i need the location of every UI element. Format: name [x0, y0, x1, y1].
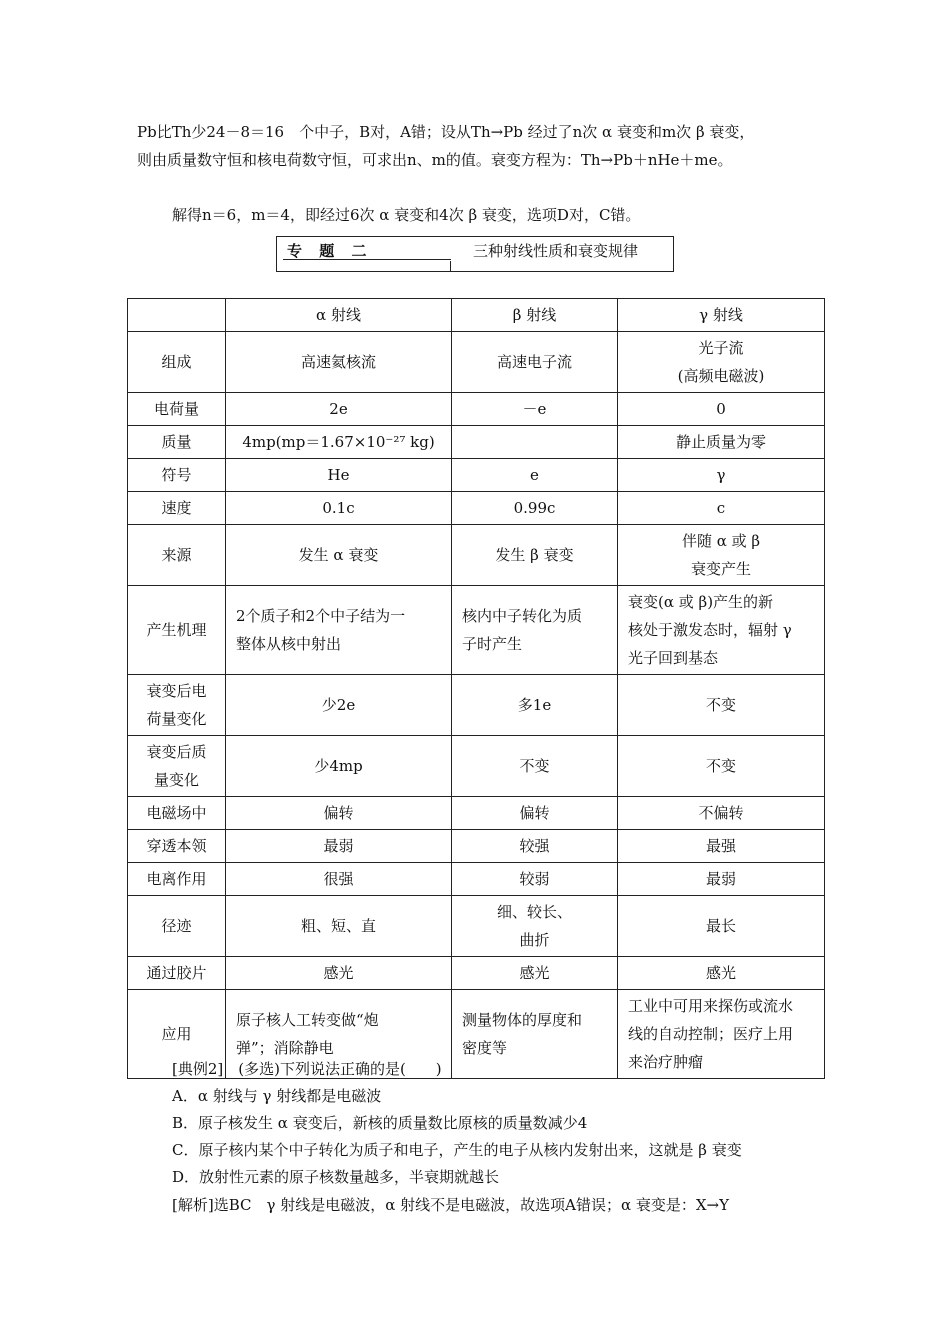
- alpha-cell: 2个质子和2个中子结为一 整体从核中射出: [226, 586, 452, 675]
- row-label: 产生机理: [128, 586, 226, 675]
- row-label: 电离作用: [128, 863, 226, 896]
- table-row: [128, 525, 825, 586]
- beta-cell: 测量物体的厚度和 密度等: [452, 990, 618, 1079]
- gamma-cell: 最弱: [618, 863, 825, 896]
- gamma-cell: 伴随 α 或 β 衰变产生: [618, 525, 825, 586]
- table-header-row: [128, 299, 825, 332]
- alpha-cell: 发生 α 衰变: [226, 525, 452, 586]
- gamma-cell: γ: [618, 459, 825, 492]
- row-label: 应用: [128, 990, 226, 1079]
- alpha-cell: 很强: [226, 863, 452, 896]
- intro-line-1: Pb比Th少24－8＝16 个中子，B对，A错；设从Th→Pb 经过了n次 α 衰变和m次 β 衰变，: [137, 123, 755, 141]
- topic-title: 三种射线性质和衰变规律: [473, 242, 639, 260]
- alpha-cell: 粗、短、直: [226, 896, 452, 957]
- row-label: 通过胶片: [128, 957, 226, 990]
- header-cell: γ 射线: [618, 299, 825, 332]
- beta-cell: 细、较长、 曲折: [452, 896, 618, 957]
- gamma-cell: 不变: [618, 736, 825, 797]
- beta-cell: 核内中子转化为质 子时产生: [452, 586, 618, 675]
- example-question: [典例2] (多选)下列说法正确的是( ): [172, 1060, 442, 1078]
- gamma-cell: 光子流 (高频电磁波): [618, 332, 825, 393]
- gamma-cell: 最强: [618, 830, 825, 863]
- gamma-cell: c: [618, 492, 825, 525]
- beta-cell: 高速电子流: [452, 332, 618, 393]
- row-label: 衰变后质 量变化: [128, 736, 226, 797]
- intro-line-2: 则由质量数守恒和核电荷数守恒，可求出n、m的值。衰变方程为：Th→Pb＋nHe＋me。: [137, 151, 733, 169]
- intro-line-3: 解得n＝6，m＝4，即经过6次 α 衰变和4次 β 衰变，选项D对，C错。: [172, 206, 641, 224]
- alpha-cell: 感光: [226, 957, 452, 990]
- beta-cell: 不变: [452, 736, 618, 797]
- option-c: C．原子核内某个中子转化为质子和电子，产生的电子从核内发射出来，这就是 β 衰变: [172, 1141, 742, 1159]
- header-cell: [128, 299, 226, 332]
- table-row: [128, 459, 825, 492]
- alpha-cell: 2e: [226, 393, 452, 426]
- table-row: [128, 896, 825, 957]
- gamma-cell: 衰变(α 或 β)产生的新 核处于激发态时，辐射 γ 光子回到基态: [618, 586, 825, 675]
- row-label: 组成: [128, 332, 226, 393]
- beta-cell: 较强: [452, 830, 618, 863]
- alpha-cell: 少2e: [226, 675, 452, 736]
- beta-cell: 较弱: [452, 863, 618, 896]
- topic-underline: [283, 259, 451, 260]
- table-row: [128, 393, 825, 426]
- alpha-cell: 0.1c: [226, 492, 452, 525]
- row-label: 来源: [128, 525, 226, 586]
- alpha-cell: 偏转: [226, 797, 452, 830]
- gamma-cell: 静止质量为零: [618, 426, 825, 459]
- header-cell: β 射线: [452, 299, 618, 332]
- row-label: 电荷量: [128, 393, 226, 426]
- table-row: [128, 957, 825, 990]
- row-label: 符号: [128, 459, 226, 492]
- option-b: B．原子核发生 α 衰变后，新核的质量数比原核的质量数减少4: [172, 1114, 588, 1132]
- table-row: [128, 675, 825, 736]
- gamma-cell: 工业中可用来探伤或流水 线的自动控制；医疗上用 来治疗肿瘤: [618, 990, 825, 1079]
- table-row: [128, 492, 825, 525]
- table-row: [128, 797, 825, 830]
- topic-label: 专 题 二: [287, 242, 373, 260]
- row-label: 穿透本领: [128, 830, 226, 863]
- table-row: [128, 586, 825, 675]
- table-row: [128, 736, 825, 797]
- table-row: [128, 863, 825, 896]
- gamma-cell: 感光: [618, 957, 825, 990]
- beta-cell: 偏转: [452, 797, 618, 830]
- table-row: [128, 332, 825, 393]
- analysis: [解析]选BC γ 射线是电磁波，α 射线不是电磁波，故选项A错误；α 衰变是：X→Y: [172, 1196, 729, 1214]
- alpha-cell: He: [226, 459, 452, 492]
- gamma-cell: 0: [618, 393, 825, 426]
- row-label: 速度: [128, 492, 226, 525]
- table-row: [128, 830, 825, 863]
- beta-cell: 感光: [452, 957, 618, 990]
- beta-cell: e: [452, 459, 618, 492]
- alpha-cell: 4mp(mp＝1.67×10⁻²⁷ kg): [226, 426, 452, 459]
- gamma-cell: 最长: [618, 896, 825, 957]
- topic-banner: [276, 236, 674, 272]
- row-label: 质量: [128, 426, 226, 459]
- beta-cell: －e: [452, 393, 618, 426]
- alpha-cell: 高速氦核流: [226, 332, 452, 393]
- row-label: 衰变后电 荷量变化: [128, 675, 226, 736]
- beta-cell: 发生 β 衰变: [452, 525, 618, 586]
- row-label: 径迹: [128, 896, 226, 957]
- row-label: 电磁场中: [128, 797, 226, 830]
- beta-cell: [452, 426, 618, 459]
- option-a: A．α 射线与 γ 射线都是电磁波: [172, 1087, 382, 1105]
- option-d: D．放射性元素的原子核数量越多，半衰期就越长: [172, 1168, 500, 1186]
- alpha-cell: 少4mp: [226, 736, 452, 797]
- table-row: [128, 426, 825, 459]
- alpha-cell: 原子核人工转变做“炮 弹”；消除静电: [226, 990, 452, 1079]
- radiation-properties-table: [127, 298, 825, 1079]
- beta-cell: 0.99c: [452, 492, 618, 525]
- gamma-cell: 不偏转: [618, 797, 825, 830]
- header-cell: α 射线: [226, 299, 452, 332]
- beta-cell: 多1e: [452, 675, 618, 736]
- topic-divider: [450, 261, 451, 271]
- alpha-cell: 最弱: [226, 830, 452, 863]
- gamma-cell: 不变: [618, 675, 825, 736]
